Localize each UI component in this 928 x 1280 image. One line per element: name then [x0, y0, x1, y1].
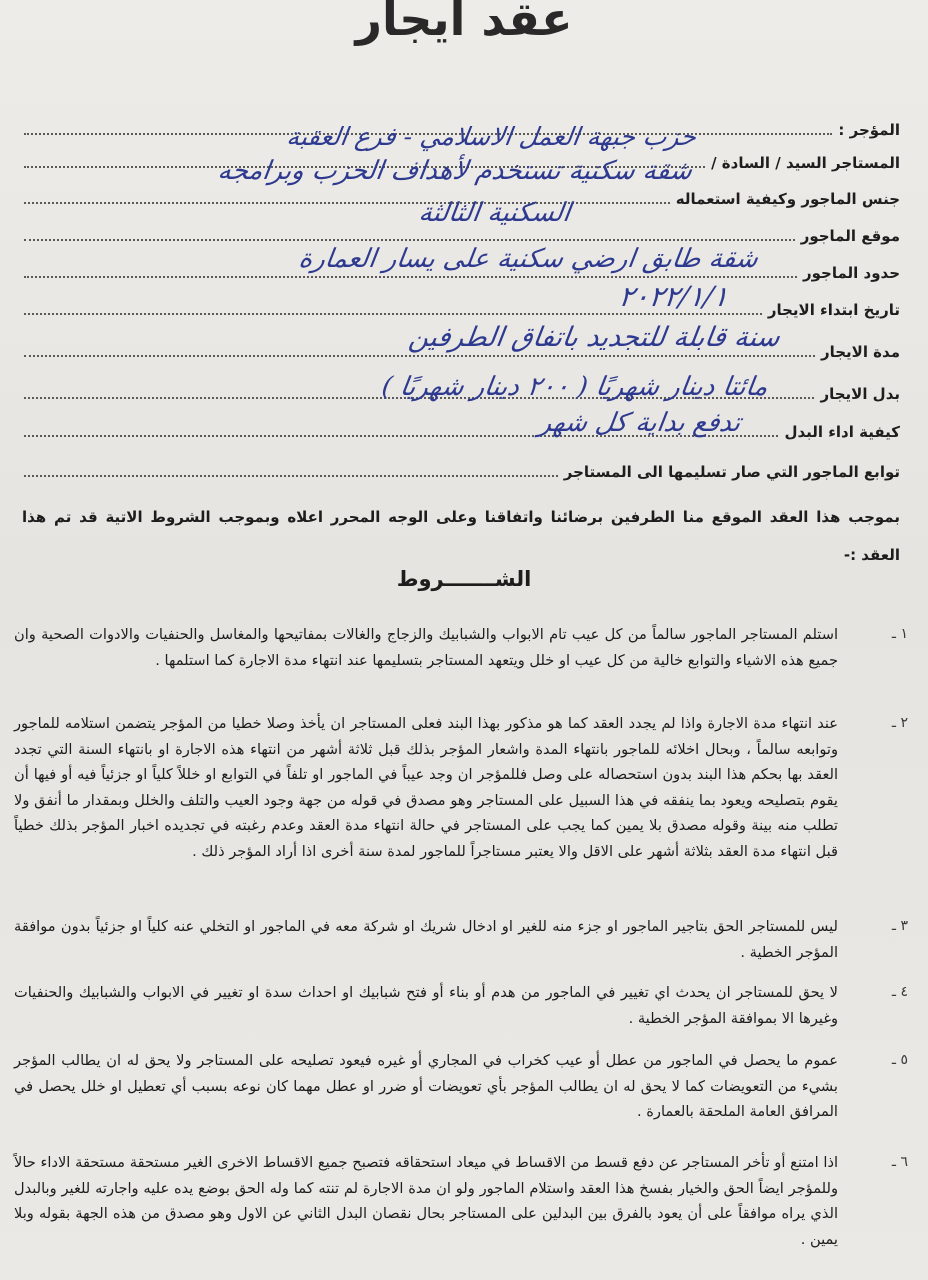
field-value-tenant: حزب جبهة العمل الاسلامي - فرع العقبة — [284, 122, 699, 151]
field-line-type-use — [24, 198, 670, 204]
field-label-rent: بدل الايجار — [820, 385, 900, 403]
clause-text: ليس للمستاجر الحق بتاجير الماجور او جزء منه للغير او ادخال شريك او شركة معه في الماجور او التخلي عنه كلياً او جزئياً بدون موافقة المؤجر الخطية . — [14, 918, 838, 961]
field-line-appurtenances — [24, 471, 558, 477]
field-value-type-use: شقة سكنية تستخدم لأهداف الحزب وبرامجه — [215, 156, 695, 186]
field-label-duration: مدة الايجار — [820, 343, 900, 361]
clause-number: ٥ ـ — [891, 1052, 908, 1068]
field-label-tenant: المستاجر السيد / السادة / — [711, 154, 900, 172]
field-label-payment: كيفية اداء البدل — [784, 423, 900, 441]
field-label-boundaries: حدود الماجور — [802, 264, 900, 282]
clause-number: ٦ ـ — [891, 1154, 908, 1170]
clause-4 — [14, 980, 908, 1031]
field-value-duration: سنة قابلة للتجديد باتفاق الطرفين — [407, 322, 783, 353]
field-value-start-date: ٢٠٢٢/١/١ — [616, 280, 731, 313]
field-label-start-date: تاريخ ابتداء الايجار — [767, 301, 900, 319]
field-appurtenances — [24, 450, 900, 480]
clause-text: استلم المستاجر الماجور سالماً من كل عيب تام الابواب والشبابيك والزجاج والغالات بمفاتيحها والمغاسل والحنفيات والادوات الصحية وان جميع هذه الاشياء والتوابع خالية من كل عيب او خلل ويتعهد المستاجر بتسليمها عند انتهاء مدة الاجارة كما استلمها . — [14, 626, 838, 669]
field-line-location — [24, 235, 795, 241]
field-value-location: السكنية الثالثة — [416, 198, 573, 228]
field-start-date — [24, 288, 900, 318]
clause-5 — [14, 1048, 908, 1125]
clause-text: عند انتهاء مدة الاجارة واذا لم يجدد العقد كما هو مذكور بهذا البند فعلى المستاجر ان يأخذ وصلا خطيا من المؤجر يتضمن استلامه للماجور وتوابعه سالماً ، وبحال اخلائه للماجور بانتهاء المدة واشعار المؤجر بذلك قبل ثلاثة أشهر من انتهاء هذه الاجارة او بانتهاء السنة التي تجدد العقد بها بحكم هذا البند بدون استحصاله على وصل فللمؤجر ان وجد عيباً في الماجور او تلفاً في التوابع او خللاً كلياً او جزئياً فيه أو فيها أن يقوم بتصليحه ويعود بما ينفقه في هذا السبيل على المستاجر وهو مصدق في قوله من جهة وجود العيب والتلف والخلل وبمقدار ما أنفق ولا تطلب منه بينة وقوله مصدق بلا يمين كما يجب على المستاجر في حالة انتهاء مدة العقد وعدم رغبته في تجديده اخبار المؤجر بذلك خطياً قبل انتهاء مدة العقد بثلاثة أشهر على الاقل والا يعتبر مستاجراً للماجور لمدة سنة أخرى اذا أراد المؤجر ذلك . — [14, 715, 838, 860]
clause-1 — [14, 622, 908, 673]
field-label-location: موقع الماجور — [800, 227, 900, 245]
clause-2 — [14, 711, 908, 864]
field-label-type-use: جنس الماجور وكيفية استعماله — [675, 190, 900, 208]
field-value-payment: تدفع بداية كل شهر — [536, 408, 743, 438]
field-value-rent: مائتا دينار شهريًا ( ٢٠٠ دينار شهريًا ) — [380, 372, 771, 402]
clause-number: ٤ ـ — [891, 984, 908, 1000]
clause-number: ٢ ـ — [891, 715, 908, 731]
conditions-title: الشـــــــروط — [396, 567, 532, 591]
clause-text: عموم ما يحصل في الماجور من عطل أو عيب كخراب في المجاري أو غيره فيعود تصليحه على المستاجر ولا يحق له ان يطالب المؤجر بشيء من التعويضات كما لا يحق له ان يطالب المؤجر بأي تعويضات أو ضرر او عطل مهما كان نوعه بسبب أي تعطيل او خلل يحصل في المرافق العامة الملحقة بالعمارة . — [14, 1052, 838, 1120]
clause-6 — [14, 1150, 908, 1252]
field-payment — [24, 410, 900, 440]
field-label-appurtenances: توابع الماجور التي صار تسليمها الى المستاجر — [563, 463, 900, 481]
clause-text: لا يحق للمستاجر ان يحدث اي تغيير في الماجور من هدم أو بناء أو فتح شبابيك او احداث سدة او تغيير في الابواب والشبابيك والحنفيات وغيرها الا بموافقة المؤجر الخطية . — [14, 984, 838, 1027]
document-title: عقد ايجار — [355, 0, 573, 46]
clause-3 — [14, 914, 908, 965]
contract-intro: بموجب هذا العقد الموقع منا الطرفين برضائنا واتفاقنا وعلى الوجه المحرر اعلاه وبموجب الشروط الاتية قد تم هذا العقد :- — [22, 508, 900, 564]
clause-number: ١ ـ — [891, 626, 908, 642]
clause-number: ٣ ـ — [891, 918, 908, 934]
clause-text: اذا امتنع أو تأخر المستاجر عن دفع قسط من الاقساط في ميعاد استحقاقه فتصبح جميع الاقساط الاخرى الغير مستحقة مستحقة الاداء حالاً وللمؤجر ايضاً الحق والخيار بفسخ هذا العقد واستلام الماجور ولو ان مدة الاجارة لم تنته كما وله الحق بوضع يده عليه واجارته للغير وبالبدل الذي يراه موافقاً على أن يعود بالفرق بين البدلين على المستاجر بحال نقصان البدل الثاني عن الاول وهو مصدق من هذه الجهة بقوله وبلا يمين . — [14, 1154, 838, 1248]
field-value-boundaries: شقة طابق ارضي سكنية على يسار العمارة — [297, 244, 761, 274]
field-label-lessor: المؤجر : — [838, 121, 900, 139]
